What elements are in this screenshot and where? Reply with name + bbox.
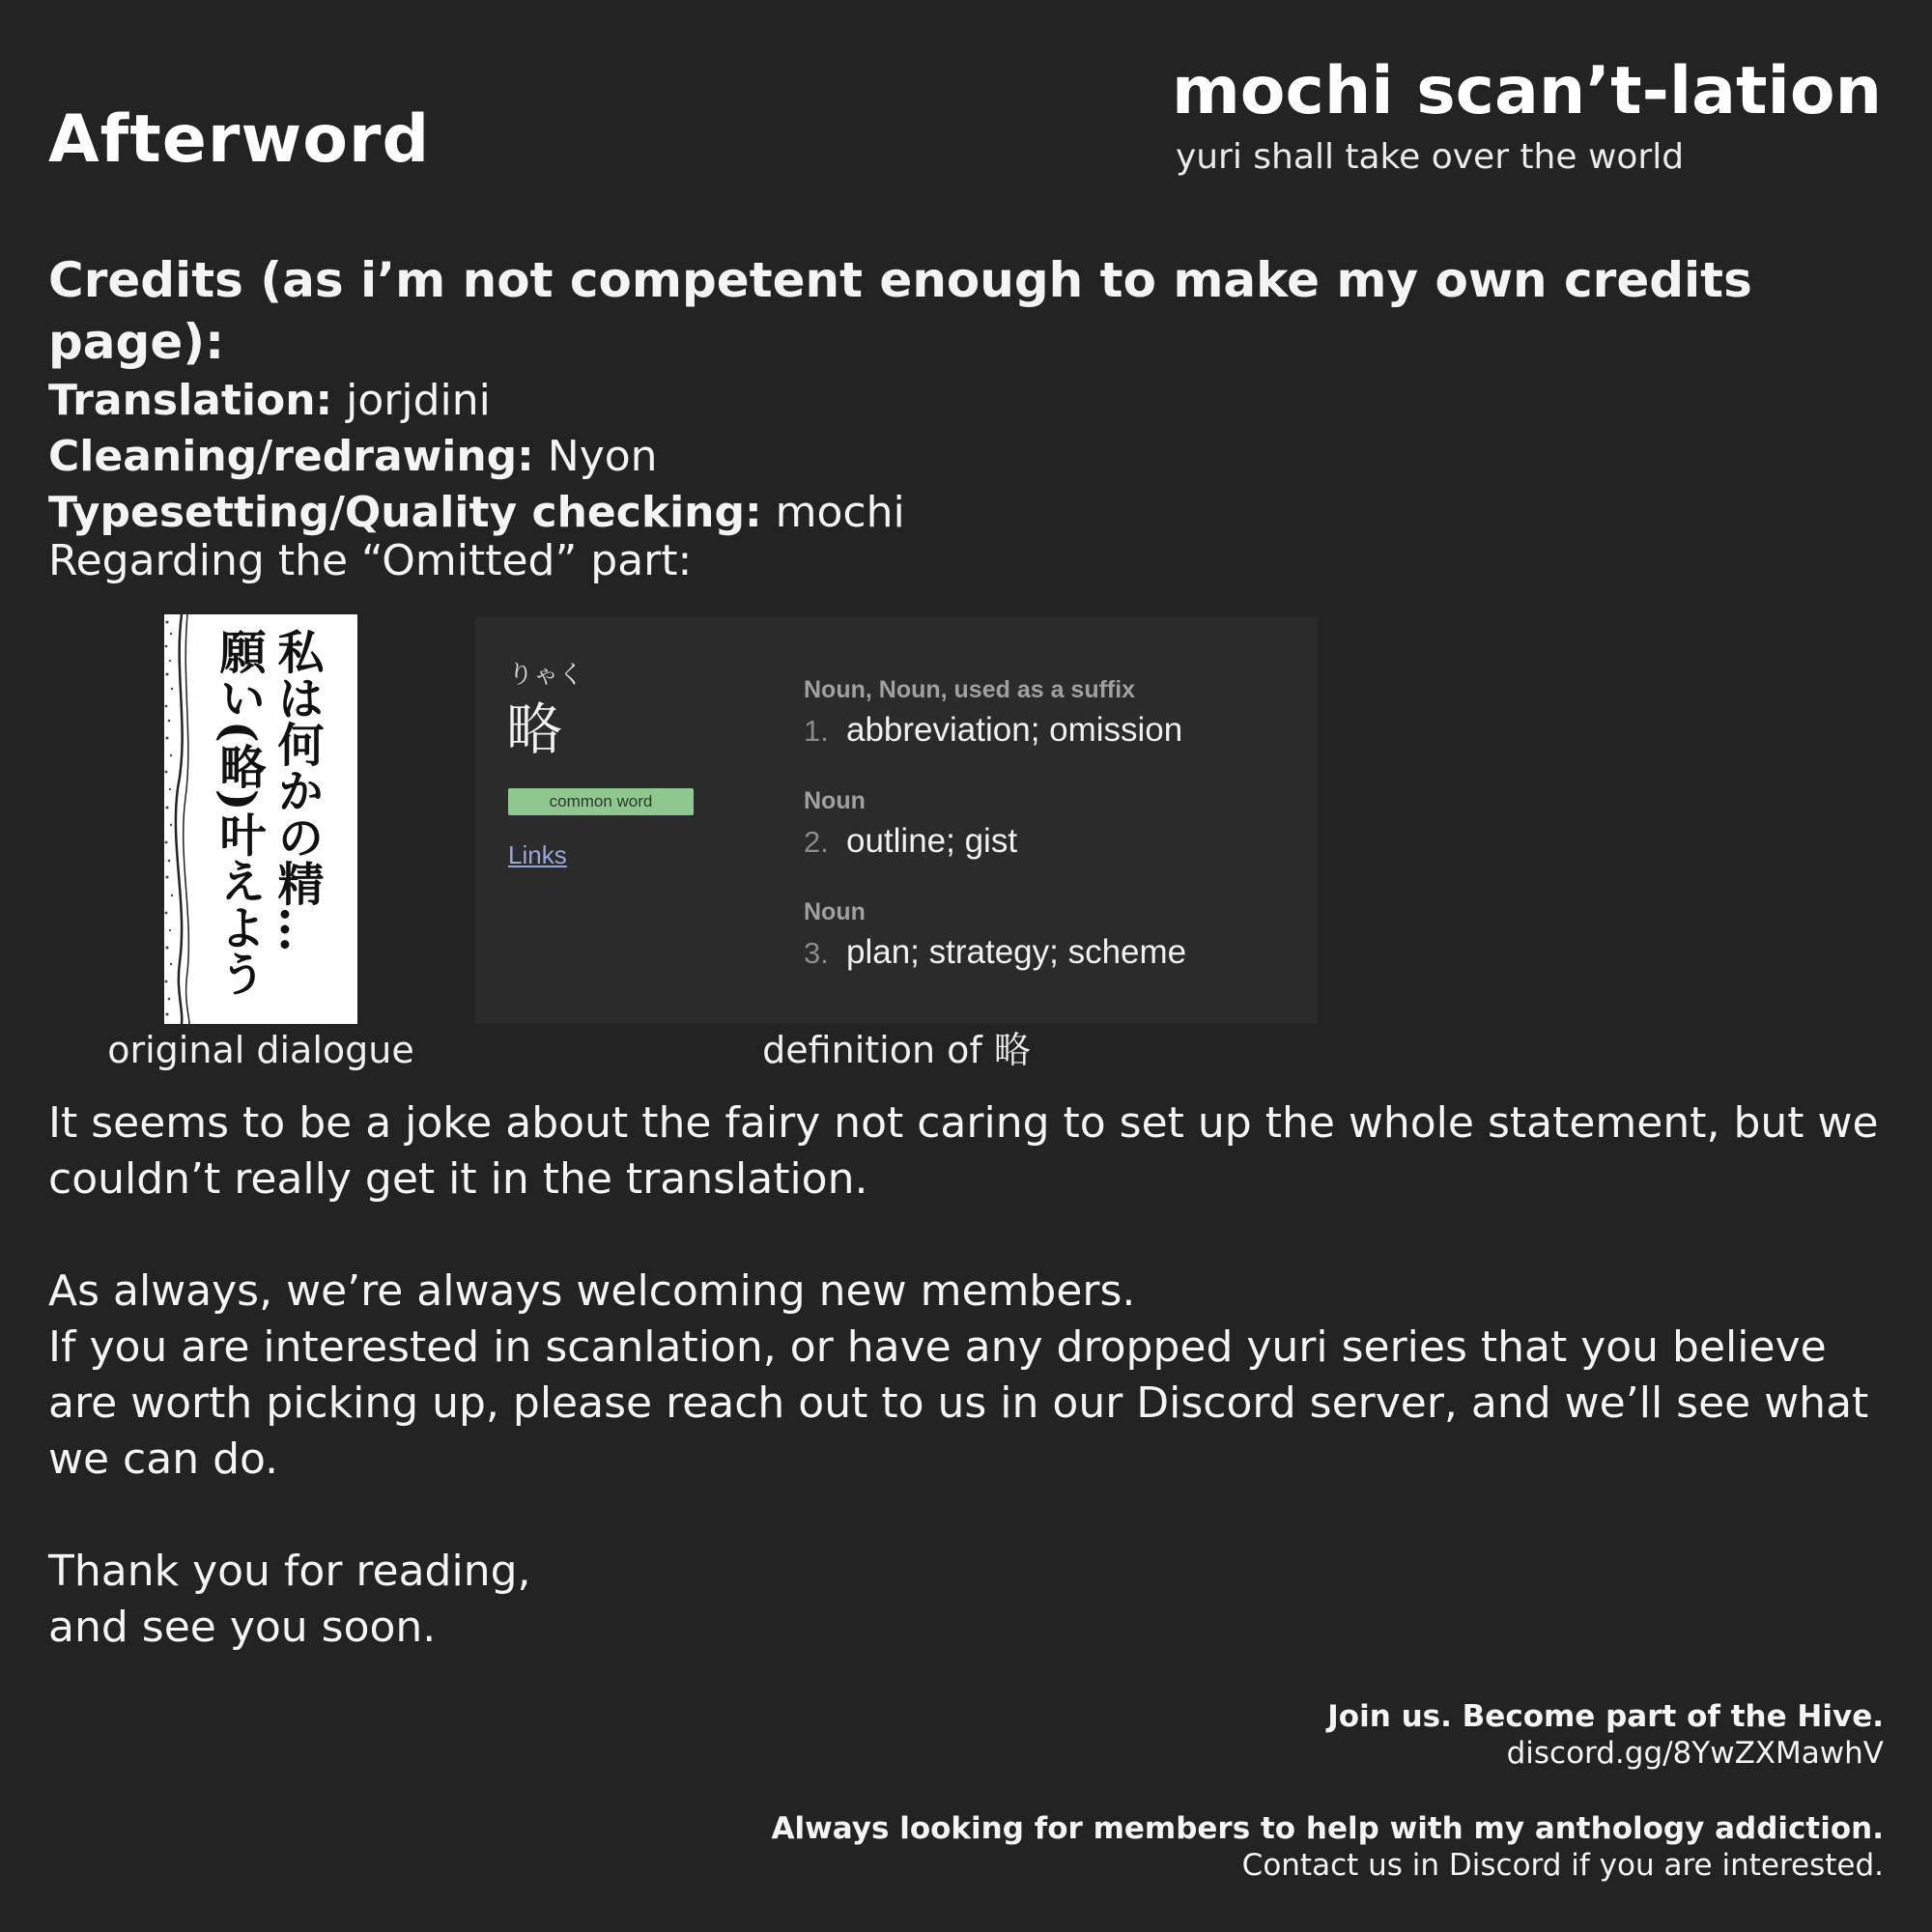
credit-name: jorjdini xyxy=(346,376,491,425)
looking-text: Always looking for members to help with my anthology addiction. xyxy=(771,1811,1884,1846)
sense-row xyxy=(804,707,1182,754)
credit-line-translation xyxy=(48,373,1884,429)
credit-line-cleaning xyxy=(48,429,1884,485)
credit-role: Typesetting/Quality checking: xyxy=(48,488,762,537)
brand-name: mochi scan’t-lation xyxy=(1171,53,1882,129)
join-text: Join us. Become part of the Hive. xyxy=(1327,1699,1884,1734)
dictionary-caption: definition of 略 xyxy=(762,1029,1031,1071)
dict-reading: りゃく xyxy=(508,660,584,689)
credits-section xyxy=(48,249,1884,541)
sense-pos: Noun, Noun, used as a suffix xyxy=(804,676,1136,703)
sense-row xyxy=(804,818,1017,866)
credit-role: Translation: xyxy=(48,376,333,425)
thanks-line: Thank you for reading, xyxy=(48,1547,531,1596)
dict-sense xyxy=(804,783,1017,866)
footer-join xyxy=(1327,1698,1884,1772)
dictionary-card xyxy=(475,616,1318,1024)
manga-text-right: 私は何かの精… xyxy=(270,628,324,952)
brand-block xyxy=(1172,48,1882,180)
dict-links-link[interactable]: Links xyxy=(508,840,567,869)
brand-tagline: yuri shall take over the world xyxy=(1175,137,1685,177)
sense-meaning: abbreviation; omission xyxy=(846,711,1183,749)
sense-meaning: outline; gist xyxy=(846,822,1018,860)
credit-name: mochi xyxy=(775,488,905,537)
manga-text-left: 願い(略)叶えよう xyxy=(212,628,266,997)
omitted-intro: Regarding the “Omitted” part: xyxy=(48,536,693,585)
sense-number: 3. xyxy=(804,936,829,970)
dict-sense xyxy=(804,672,1182,754)
credit-name: Nyon xyxy=(547,432,658,481)
sense-row xyxy=(804,929,1186,977)
common-word-badge: common word xyxy=(508,788,694,815)
recruit-line: If you are interested in scanlation, or have any dropped yuri series that you believe are worth picking up, please reach out to us in our Discord server, and we’ll see what we can do. xyxy=(48,1322,1869,1484)
credit-role: Cleaning/redrawing: xyxy=(48,432,534,481)
joke-paragraph: It seems to be a joke about the fairy not caring to set up the whole statement, but we couldn’t really get it in the translation. xyxy=(48,1098,1879,1204)
recruit-line: As always, we’re always welcoming new members. xyxy=(48,1266,1136,1316)
page-title: Afterword xyxy=(48,101,431,178)
discord-link[interactable]: discord.gg/8YwZXMawhV xyxy=(1506,1736,1884,1771)
sense-pos: Noun xyxy=(804,787,866,814)
sense-pos: Noun xyxy=(804,898,866,925)
speech-bubble-edge xyxy=(164,614,193,1024)
thanks-paragraph xyxy=(48,1544,1884,1656)
dict-kanji: 略 xyxy=(506,698,563,761)
dict-sense xyxy=(804,895,1186,977)
sense-number: 1. xyxy=(804,714,829,748)
manga-caption: original dialogue xyxy=(107,1029,414,1071)
credits-heading: Credits (as i’m not competent enough to make my own credits page): xyxy=(48,252,1752,370)
thanks-line: and see you soon. xyxy=(48,1603,437,1652)
recruit-paragraph xyxy=(48,1264,1884,1488)
sense-number: 2. xyxy=(804,825,829,859)
footer-recruit xyxy=(772,1810,1884,1884)
sense-meaning: plan; strategy; scheme xyxy=(846,933,1187,971)
contact-text: Contact us in Discord if you are interested. xyxy=(1241,1848,1884,1883)
manga-panel-image xyxy=(164,614,357,1024)
